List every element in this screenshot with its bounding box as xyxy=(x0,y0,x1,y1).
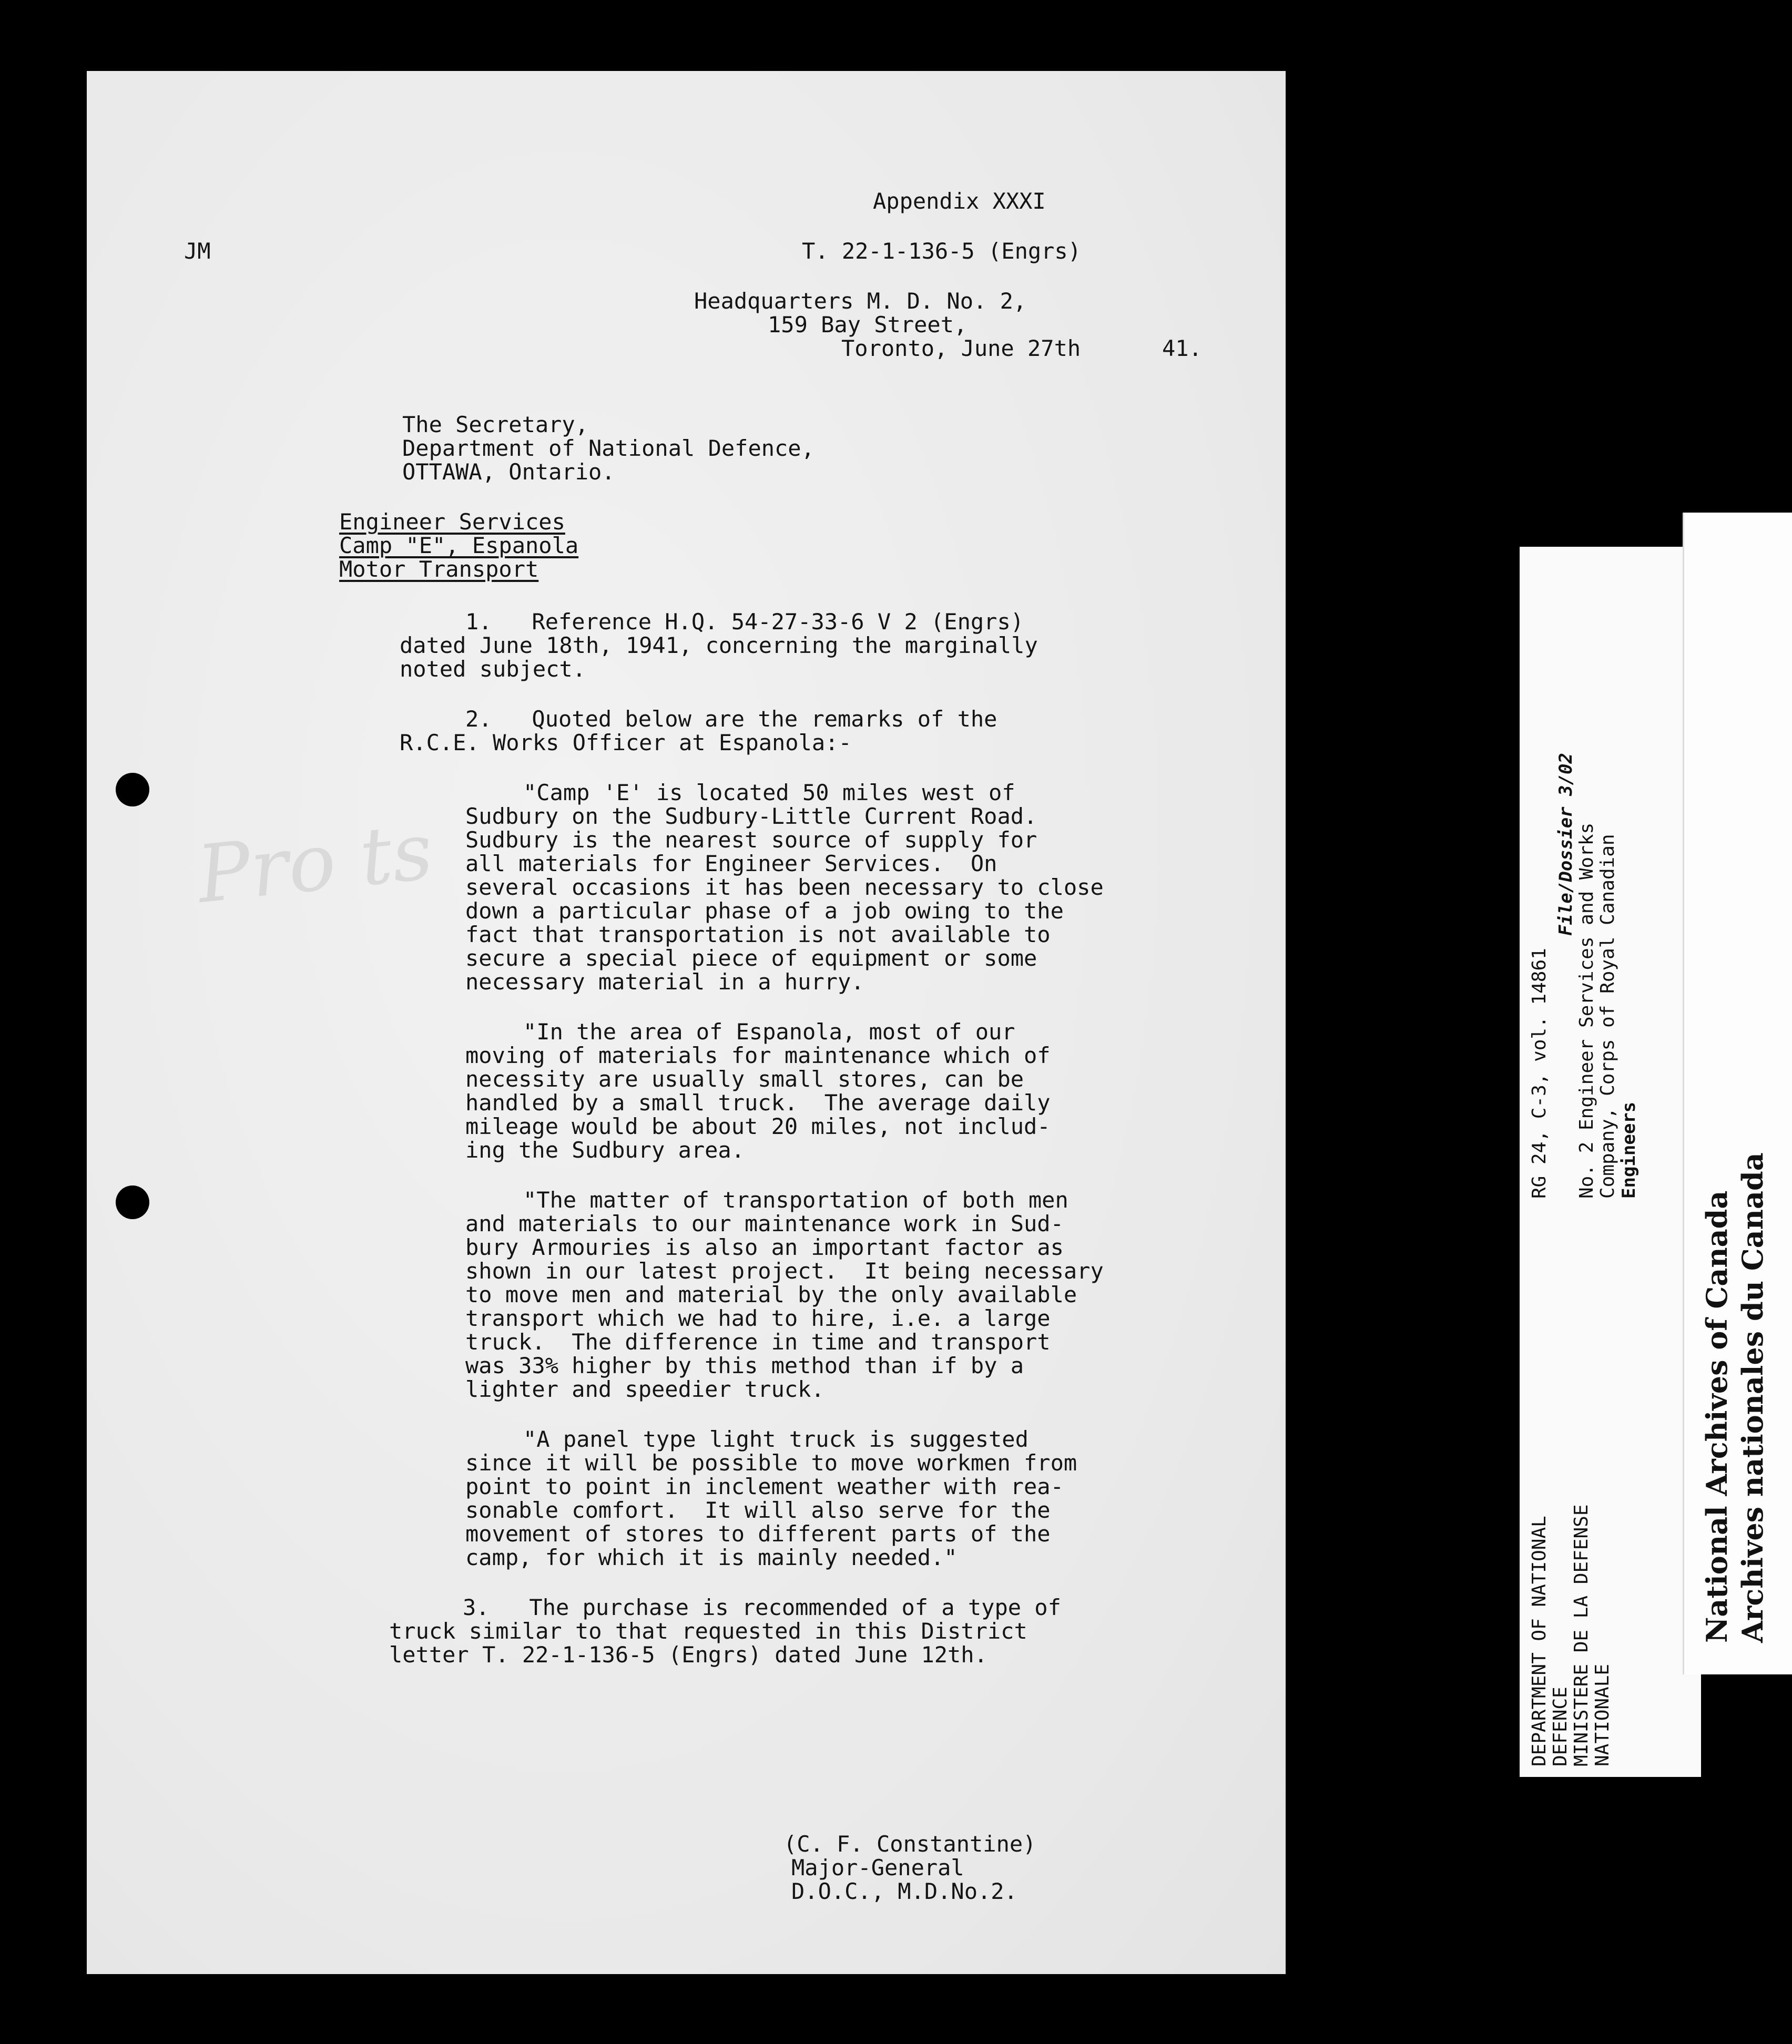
file-reference: T. 22-1-136-5 (Engrs) xyxy=(802,238,1082,264)
quote3-line-4: shown in our latest project. It being necessary xyxy=(465,1258,1104,1284)
subject-line-1: Engineer Services xyxy=(339,509,565,535)
quote1-line-3: Sudbury is the nearest source of supply for xyxy=(465,827,1037,853)
subject-line-3: Motor Transport xyxy=(339,556,539,582)
quote4-line-2: since it will be possible to move workmen from xyxy=(465,1450,1077,1476)
letter-page xyxy=(87,71,1286,1974)
quote3-line-8: was 33% higher by this method than if by a xyxy=(465,1353,1024,1378)
para2-line-2: R.C.E. Works Officer at Espanola:- xyxy=(400,730,852,755)
punch-hole-bottom xyxy=(116,1185,149,1219)
para1-line-1: 1. Reference H.Q. 54-27-33-6 V 2 (Engrs) xyxy=(465,609,1024,635)
recipient-line-2: Department of National Defence, xyxy=(402,435,814,461)
label-ref-4: Company, Corps of Royal Canadian xyxy=(1597,834,1618,1199)
archive-stamp-line-2: Archives nationales du Canada xyxy=(1736,1152,1769,1643)
para2-line-1: 2. Quoted below are the remarks of the xyxy=(465,706,997,732)
recipient-line-3: OTTAWA, Ontario. xyxy=(402,459,615,485)
para3-line-3: letter T. 22-1-136-5 (Engrs) dated June 12th. xyxy=(389,1642,987,1668)
archive-stamp-line-1: National Archives of Canada xyxy=(1700,1190,1734,1643)
quote2-line-2: moving of materials for maintenance which of xyxy=(465,1043,1051,1068)
para1-line-3: noted subject. xyxy=(400,656,586,682)
address-year: 41. xyxy=(1162,335,1202,361)
quote1-line-7: fact that transportation is not available to xyxy=(465,922,1051,947)
recipient-line-1: The Secretary, xyxy=(402,412,589,437)
signature-name: (C. F. Constantine) xyxy=(783,1831,1036,1857)
quote3-line-1: "The matter of transportation of both men xyxy=(523,1187,1068,1213)
quote2-line-5: mileage would be about 20 miles, not includ- xyxy=(465,1113,1051,1139)
label-ref-1: RG 24, C-3, vol. 14861 xyxy=(1529,948,1550,1199)
quote1-line-6: down a particular phase of a job owing to the xyxy=(465,898,1064,924)
label-ref-5: Engineers xyxy=(1618,1101,1640,1199)
quote3-line-7: truck. The difference in time and transport xyxy=(465,1329,1051,1355)
appendix-label: Appendix XXXI xyxy=(873,188,1046,214)
quote4-line-5: movement of stores to different parts of the xyxy=(465,1521,1051,1547)
quote3-line-5: to move men and material by the only available xyxy=(465,1282,1077,1307)
archive-stamp-strip xyxy=(1683,513,1792,1674)
quote4-line-3: point to point in inclement weather with rea- xyxy=(465,1474,1064,1499)
quote2-line-6: ing the Sudbury area. xyxy=(465,1137,745,1163)
address-line-2: 159 Bay Street, xyxy=(768,312,968,338)
address-date: Toronto, June 27th xyxy=(841,335,1081,361)
para3-line-2: truck similar to that requested in this District xyxy=(389,1618,1027,1644)
quote3-line-3: bury Armouries is also an important factor as xyxy=(465,1234,1064,1260)
quote1-line-8: secure a special piece of equipment or some xyxy=(465,945,1037,971)
quote1-line-5: several occasions it has been necessary to close xyxy=(465,874,1104,900)
label-line-4: NATIONALE xyxy=(1592,1663,1613,1766)
quote2-line-1: "In the area of Espanola, most of our xyxy=(523,1019,1015,1045)
quote1-line-2: Sudbury on the Sudbury-Little Current Road. xyxy=(465,803,1037,829)
label-line-1: DEPARTMENT OF NATIONAL xyxy=(1529,1516,1550,1766)
quote2-line-4: handled by a small truck. The average daily xyxy=(465,1090,1051,1116)
archive-label-strip xyxy=(1520,547,1701,1777)
punch-hole-top xyxy=(116,773,149,806)
quote3-line-6: transport which we had to hire, i.e. a large xyxy=(465,1305,1051,1331)
signature-title: D.O.C., M.D.No.2. xyxy=(791,1878,1017,1904)
label-line-2: DEFENCE xyxy=(1550,1687,1571,1766)
quote1-line-1: "Camp 'E' is located 50 miles west of xyxy=(523,780,1015,805)
quote1-line-4: all materials for Engineer Services. On xyxy=(465,851,997,876)
quote4-line-1: "A panel type light truck is suggested xyxy=(523,1426,1029,1452)
quote1-line-9: necessary material in a hurry. xyxy=(465,969,864,995)
label-line-3: MINISTERE DE LA DEFENSE xyxy=(1571,1504,1592,1766)
quote3-line-9: lighter and speedier truck. xyxy=(465,1376,824,1402)
faint-stamp-mark: Pro ts xyxy=(193,805,437,921)
signature-rank: Major-General xyxy=(791,1855,964,1881)
subject-line-2: Camp "E", Espanola xyxy=(339,533,579,558)
quote4-line-4: sonable comfort. It will also serve for the xyxy=(465,1497,1051,1523)
typist-initials: JM xyxy=(184,238,211,264)
quote2-line-3: necessity are usually small stores, can be xyxy=(465,1066,1024,1092)
para3-line-1: 3. The purchase is recommended of a type of xyxy=(463,1595,1061,1620)
label-ref-2: File/Dossier 3/02 xyxy=(1555,753,1576,936)
label-ref-3: No. 2 Engineer Services and Works xyxy=(1576,822,1597,1199)
quote3-line-2: and materials to our maintenance work in Sud- xyxy=(465,1211,1064,1236)
address-line-1: Headquarters M. D. No. 2, xyxy=(694,288,1027,314)
para1-line-2: dated June 18th, 1941, concerning the marginally xyxy=(400,632,1038,658)
quote4-line-6: camp, for which it is mainly needed." xyxy=(465,1545,958,1570)
